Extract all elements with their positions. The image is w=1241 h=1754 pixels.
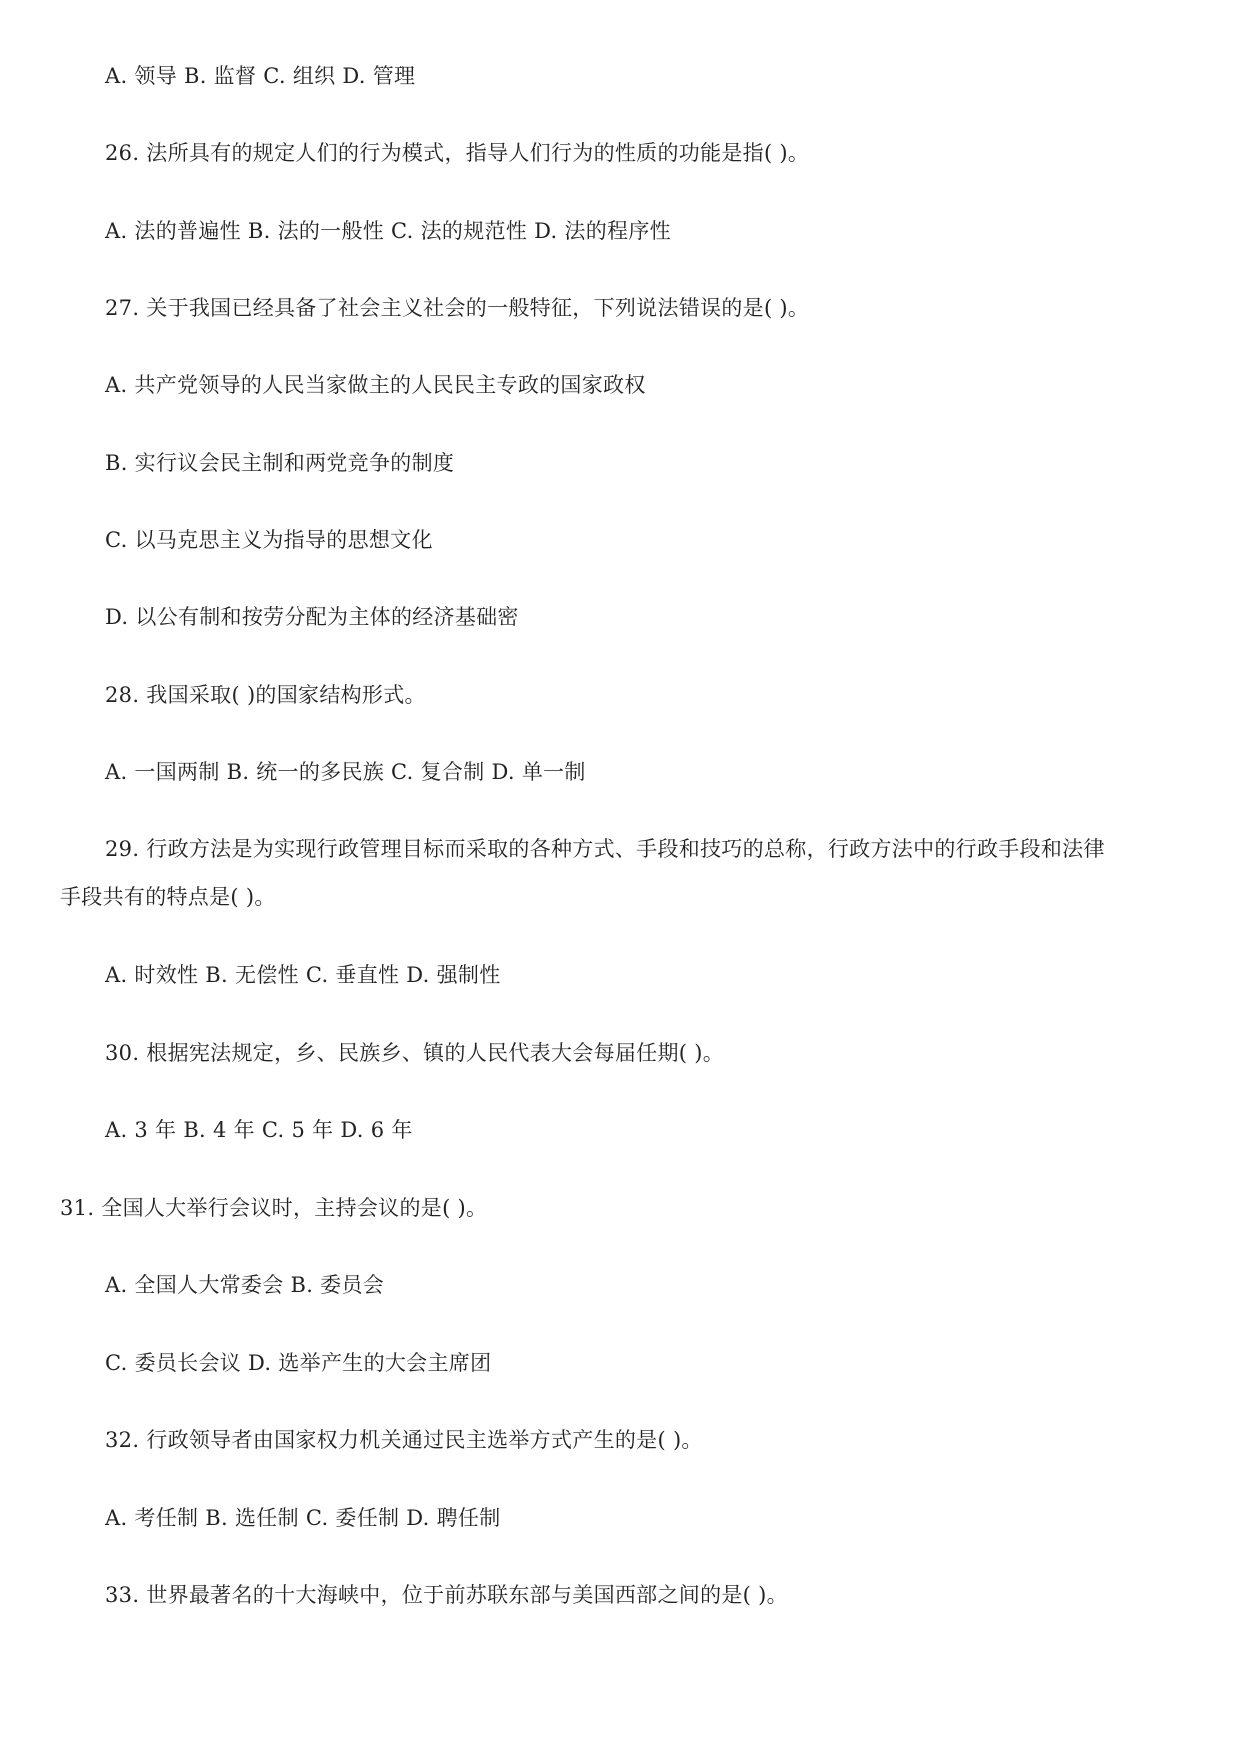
q26-options: A. 法的普遍性 B. 法的一般性 C. 法的规范性 D. 法的程序性 [105,219,671,243]
q27-question: 27. 关于我国已经具备了社会主义社会的一般特征，下列说法错误的是( )。 [105,296,810,320]
q27-option-d: D. 以公有制和按劳分配为主体的经济基础密 [105,605,519,629]
q29-question-line1: 29. 行政方法是为实现行政管理目标而采取的各种方式、手段和技巧的总称，行政方法中的行政手段和法律 [105,837,1105,861]
q30-options: A. 3 年 B. 4 年 C. 5 年 D. 6 年 [105,1118,413,1142]
q27-option-a: A. 共产党领导的人民当家做主的人民民主专政的国家政权 [105,373,646,397]
q26-question: 26. 法所具有的规定人们的行为模式，指导人们行为的性质的功能是指( )。 [105,141,810,165]
q31-options-cd: C. 委员长会议 D. 选举产生的大会主席团 [105,1351,492,1375]
q25-options: A. 领导 B. 监督 C. 组织 D. 管理 [105,64,416,88]
q27-option-c: C. 以马克思主义为指导的思想文化 [105,528,433,552]
q28-options: A. 一国两制 B. 统一的多民族 C. 复合制 D. 单一制 [105,760,586,784]
q30-question: 30. 根据宪法规定，乡、民族乡、镇的人民代表大会每届任期( )。 [105,1041,725,1065]
q27-option-b: B. 实行议会民主制和两党竞争的制度 [105,451,455,475]
q31-options-ab: A. 全国人大常委会 B. 委员会 [105,1273,385,1297]
q28-question: 28. 我国采取( )的国家结构形式。 [105,683,426,707]
q29-options: A. 时效性 B. 无偿性 C. 垂直性 D. 强制性 [105,963,501,987]
q33-question: 33. 世界最著名的十大海峡中，位于前苏联东部与美国西部之间的是( )。 [105,1583,788,1607]
q31-question: 31. 全国人大举行会议时，主持会议的是( )。 [60,1196,488,1220]
q32-options: A. 考任制 B. 选任制 C. 委任制 D. 聘任制 [105,1506,501,1530]
q32-question: 32. 行政领导者由国家权力机关通过民主选举方式产生的是( )。 [105,1428,703,1452]
q29-question-line2: 手段共有的特点是( )。 [60,885,276,909]
